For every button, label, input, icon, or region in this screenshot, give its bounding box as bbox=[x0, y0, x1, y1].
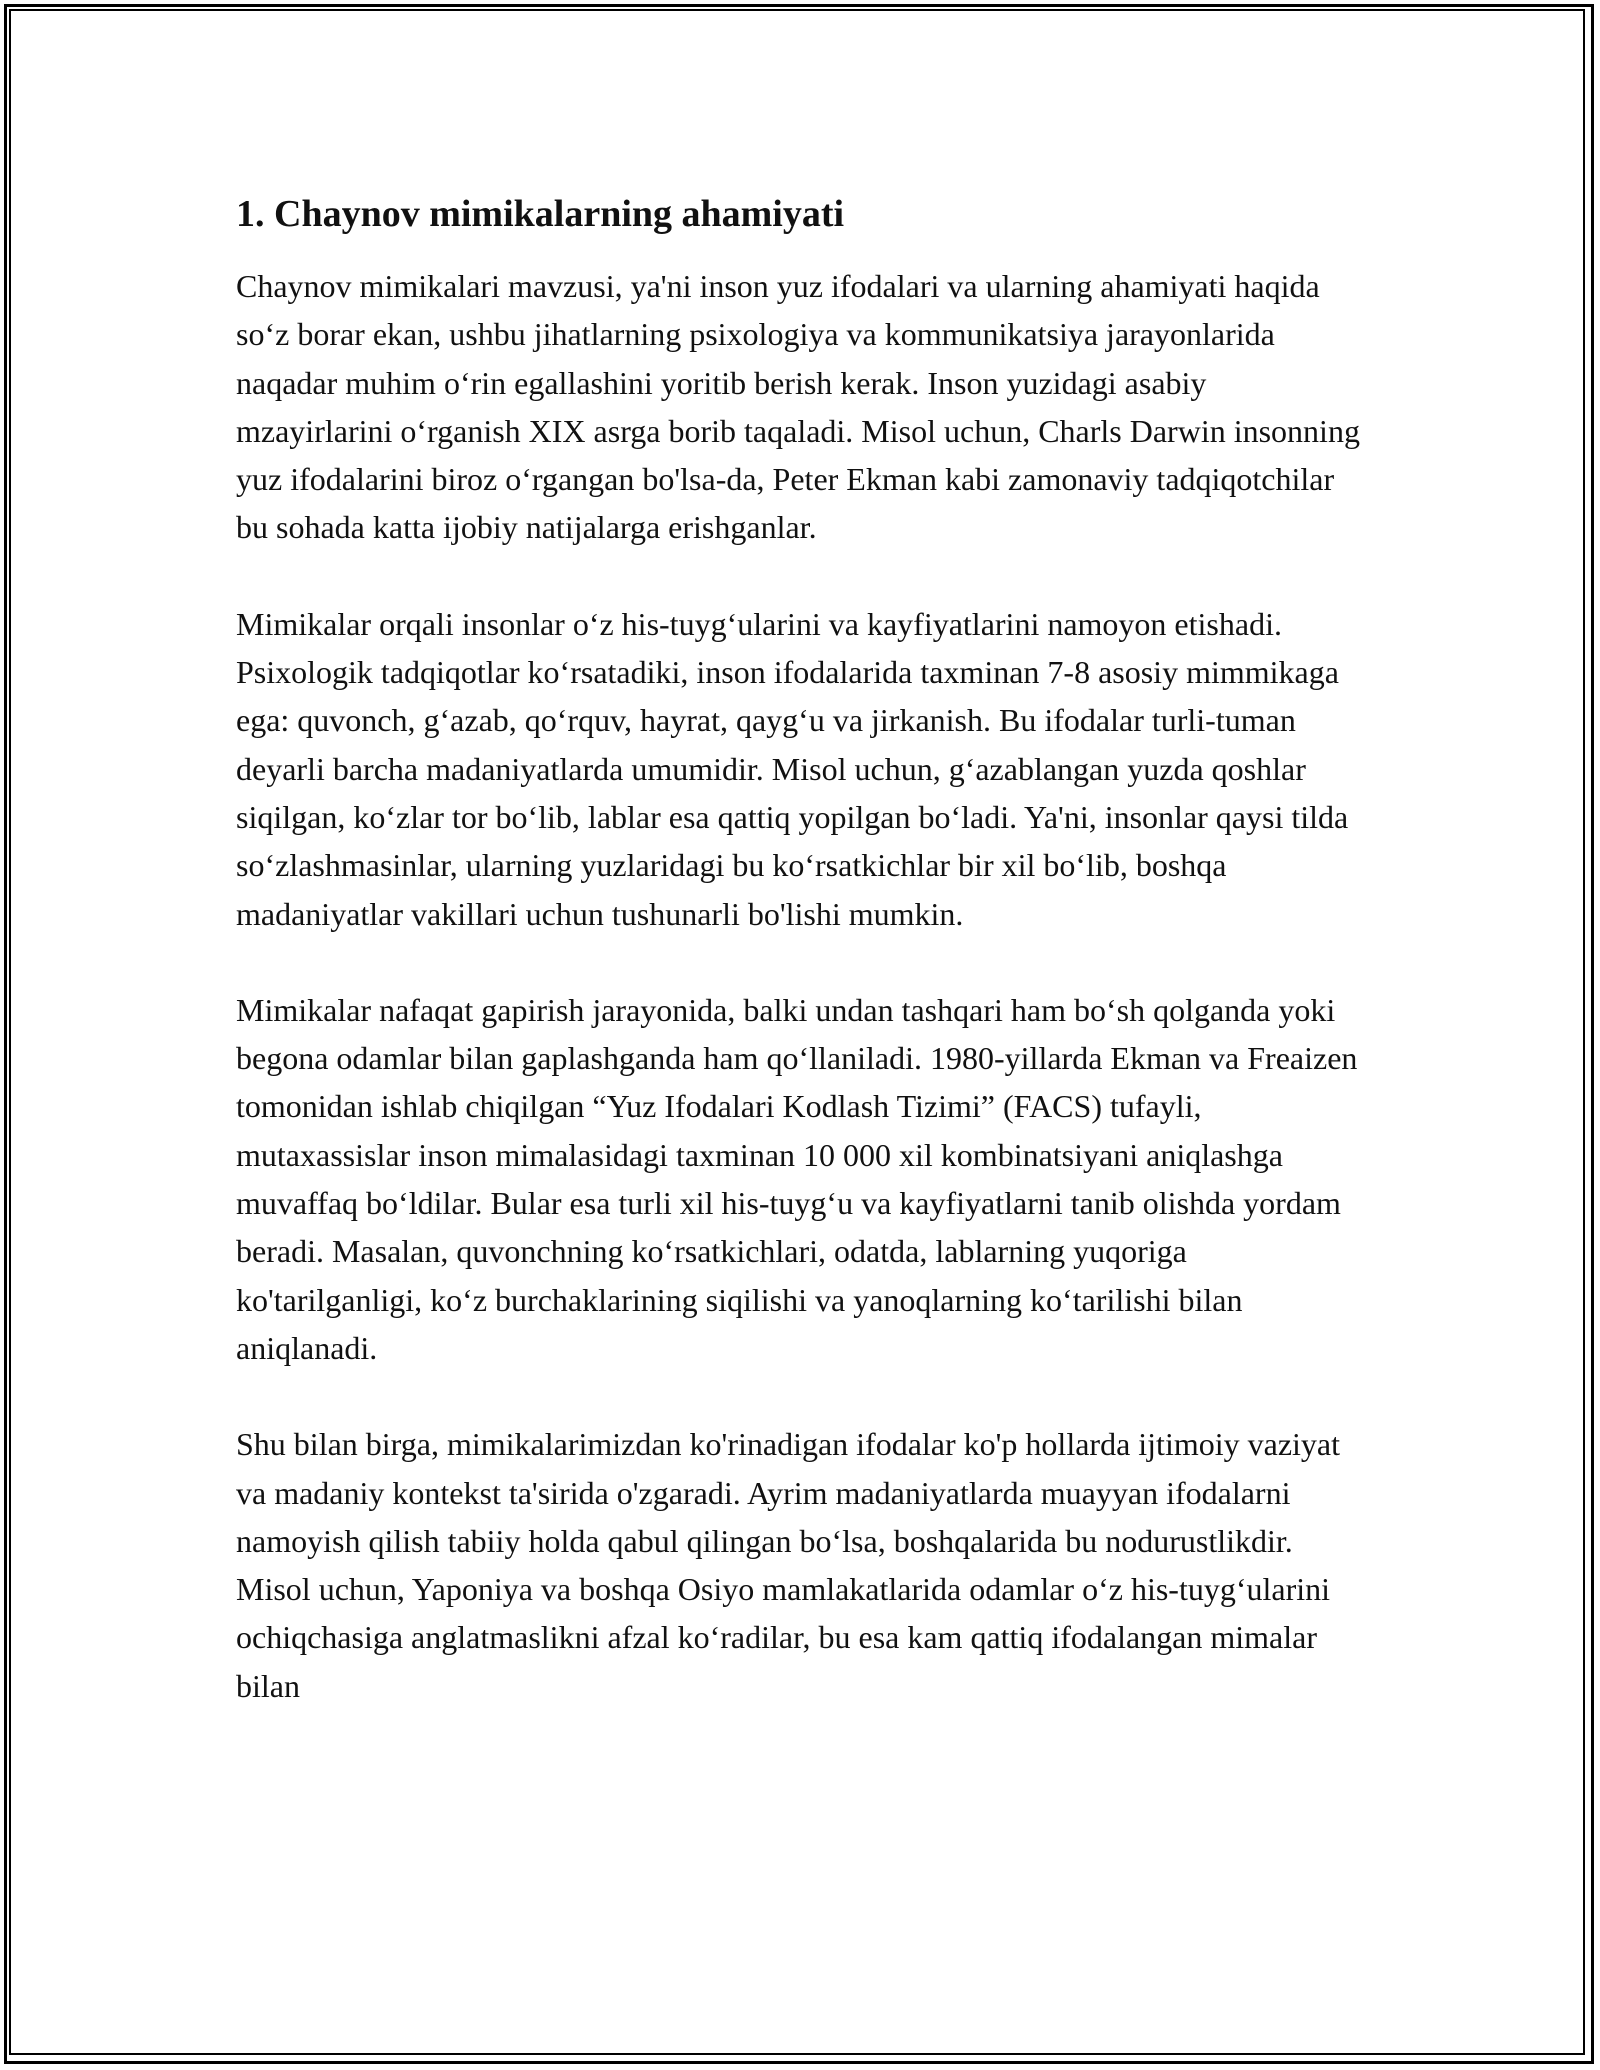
paragraph-1: Chaynov mimikalari mavzusi, ya'ni inson yuz ifodalari va ularning ahamiyati haqida so‘z borar ekan, ushbu jihatlarning psixologiya va kommunikatsiya jarayonlarida naqadar muhim o‘rin egallashini yoritib berish kerak. Inson yuzidagi asabiy mzayirlarini o‘rganish XIX asrga borib taqaladi. Misol uchun, Charls Darwin insonning yuz ifodalarini biroz o‘rgangan bo'lsa-da, Peter Ekman kabi zamonaviy tadqiqotchilar bu sohada katta ijobiy natijalarga erishganlar. bbox=[236, 268, 1360, 546]
document-body bbox=[236, 186, 1366, 1758]
paragraph-2: Mimikalar orqali insonlar o‘z his-tuyg‘ularini va kayfiyatlarini namoyon etishadi. Psixologik tadqiqotlar ko‘rsatadiki, inson ifodalarida taxminan 7-8 asosiy mimmikaga ega: quvonch, g‘azab, qo‘rquv, hayrat, qayg‘u va jirkanish. Bu ifodalar turli-tuman deyarli barcha madaniyatlarda umumidir. Misol uchun, g‘azablangan yuzda qoshlar siqilgan, ko‘zlar tor bo‘lib, lablar esa qattiq yopilgan bo‘ladi. Ya'ni, insonlar qaysi tilda so‘zlashmasinlar, ularning yuzlaridagi bu ko‘rsatkichlar bir xil bo‘lib, boshqa madaniyatlar vakillari uchun tushunarli bo'lishi mumkin. bbox=[236, 605, 1349, 932]
paragraph-3: Mimikalar nafaqat gapirish jarayonida, balki undan tashqari ham bo‘sh qolganda yoki begona odamlar bilan gaplashganda ham qo‘llaniladi. 1980-yillarda Ekman va Freaizen tomonidan ishlab chiqilgan “Yuz Ifodalari Kodlash Tizimi” (FACS) tufayli, mutaxassislar inson mimalasidagi taxminan 10 000 xil kombinatsiyani aniqlashga muvaffaq bo‘ldilar. Bular esa turli xil his-tuyg‘u va kayfiyatlarni tanib olishda yordam beradi. Masalan, quvonchning ko‘rsatkichlari, odatda, lablarning yuqoriga ko'tarilganligi, ko‘z burchaklarining siqilishi va yanoqlarning ko‘tarilishi bilan aniqlanadi. bbox=[236, 991, 1358, 1366]
section-title: 1. Chaynov mimikalarning ahamiyati bbox=[236, 193, 845, 235]
paragraph-4: Shu bilan birga, mimikalarimizdan ko'rinadigan ifodalar ko'p hollarda ijtimoiy vaziyat va madaniy kontekst ta'sirida o'zgaradi. Ayrim madaniyatlarda muayyan ifodalarni namoyish qilish tabiiy holda qabul qilingan bo‘lsa, boshqalarida bu nodurustlikdir. Misol uchun, Yaponiya va boshqa Osiyo mamlakatlarida odamlar o‘z his-tuyg‘ularini ochiqchasiga anglatmaslikni afzal ko‘radilar, bu esa kam qattiq ifodalangan mimalar bilan bbox=[236, 1426, 1340, 1704]
